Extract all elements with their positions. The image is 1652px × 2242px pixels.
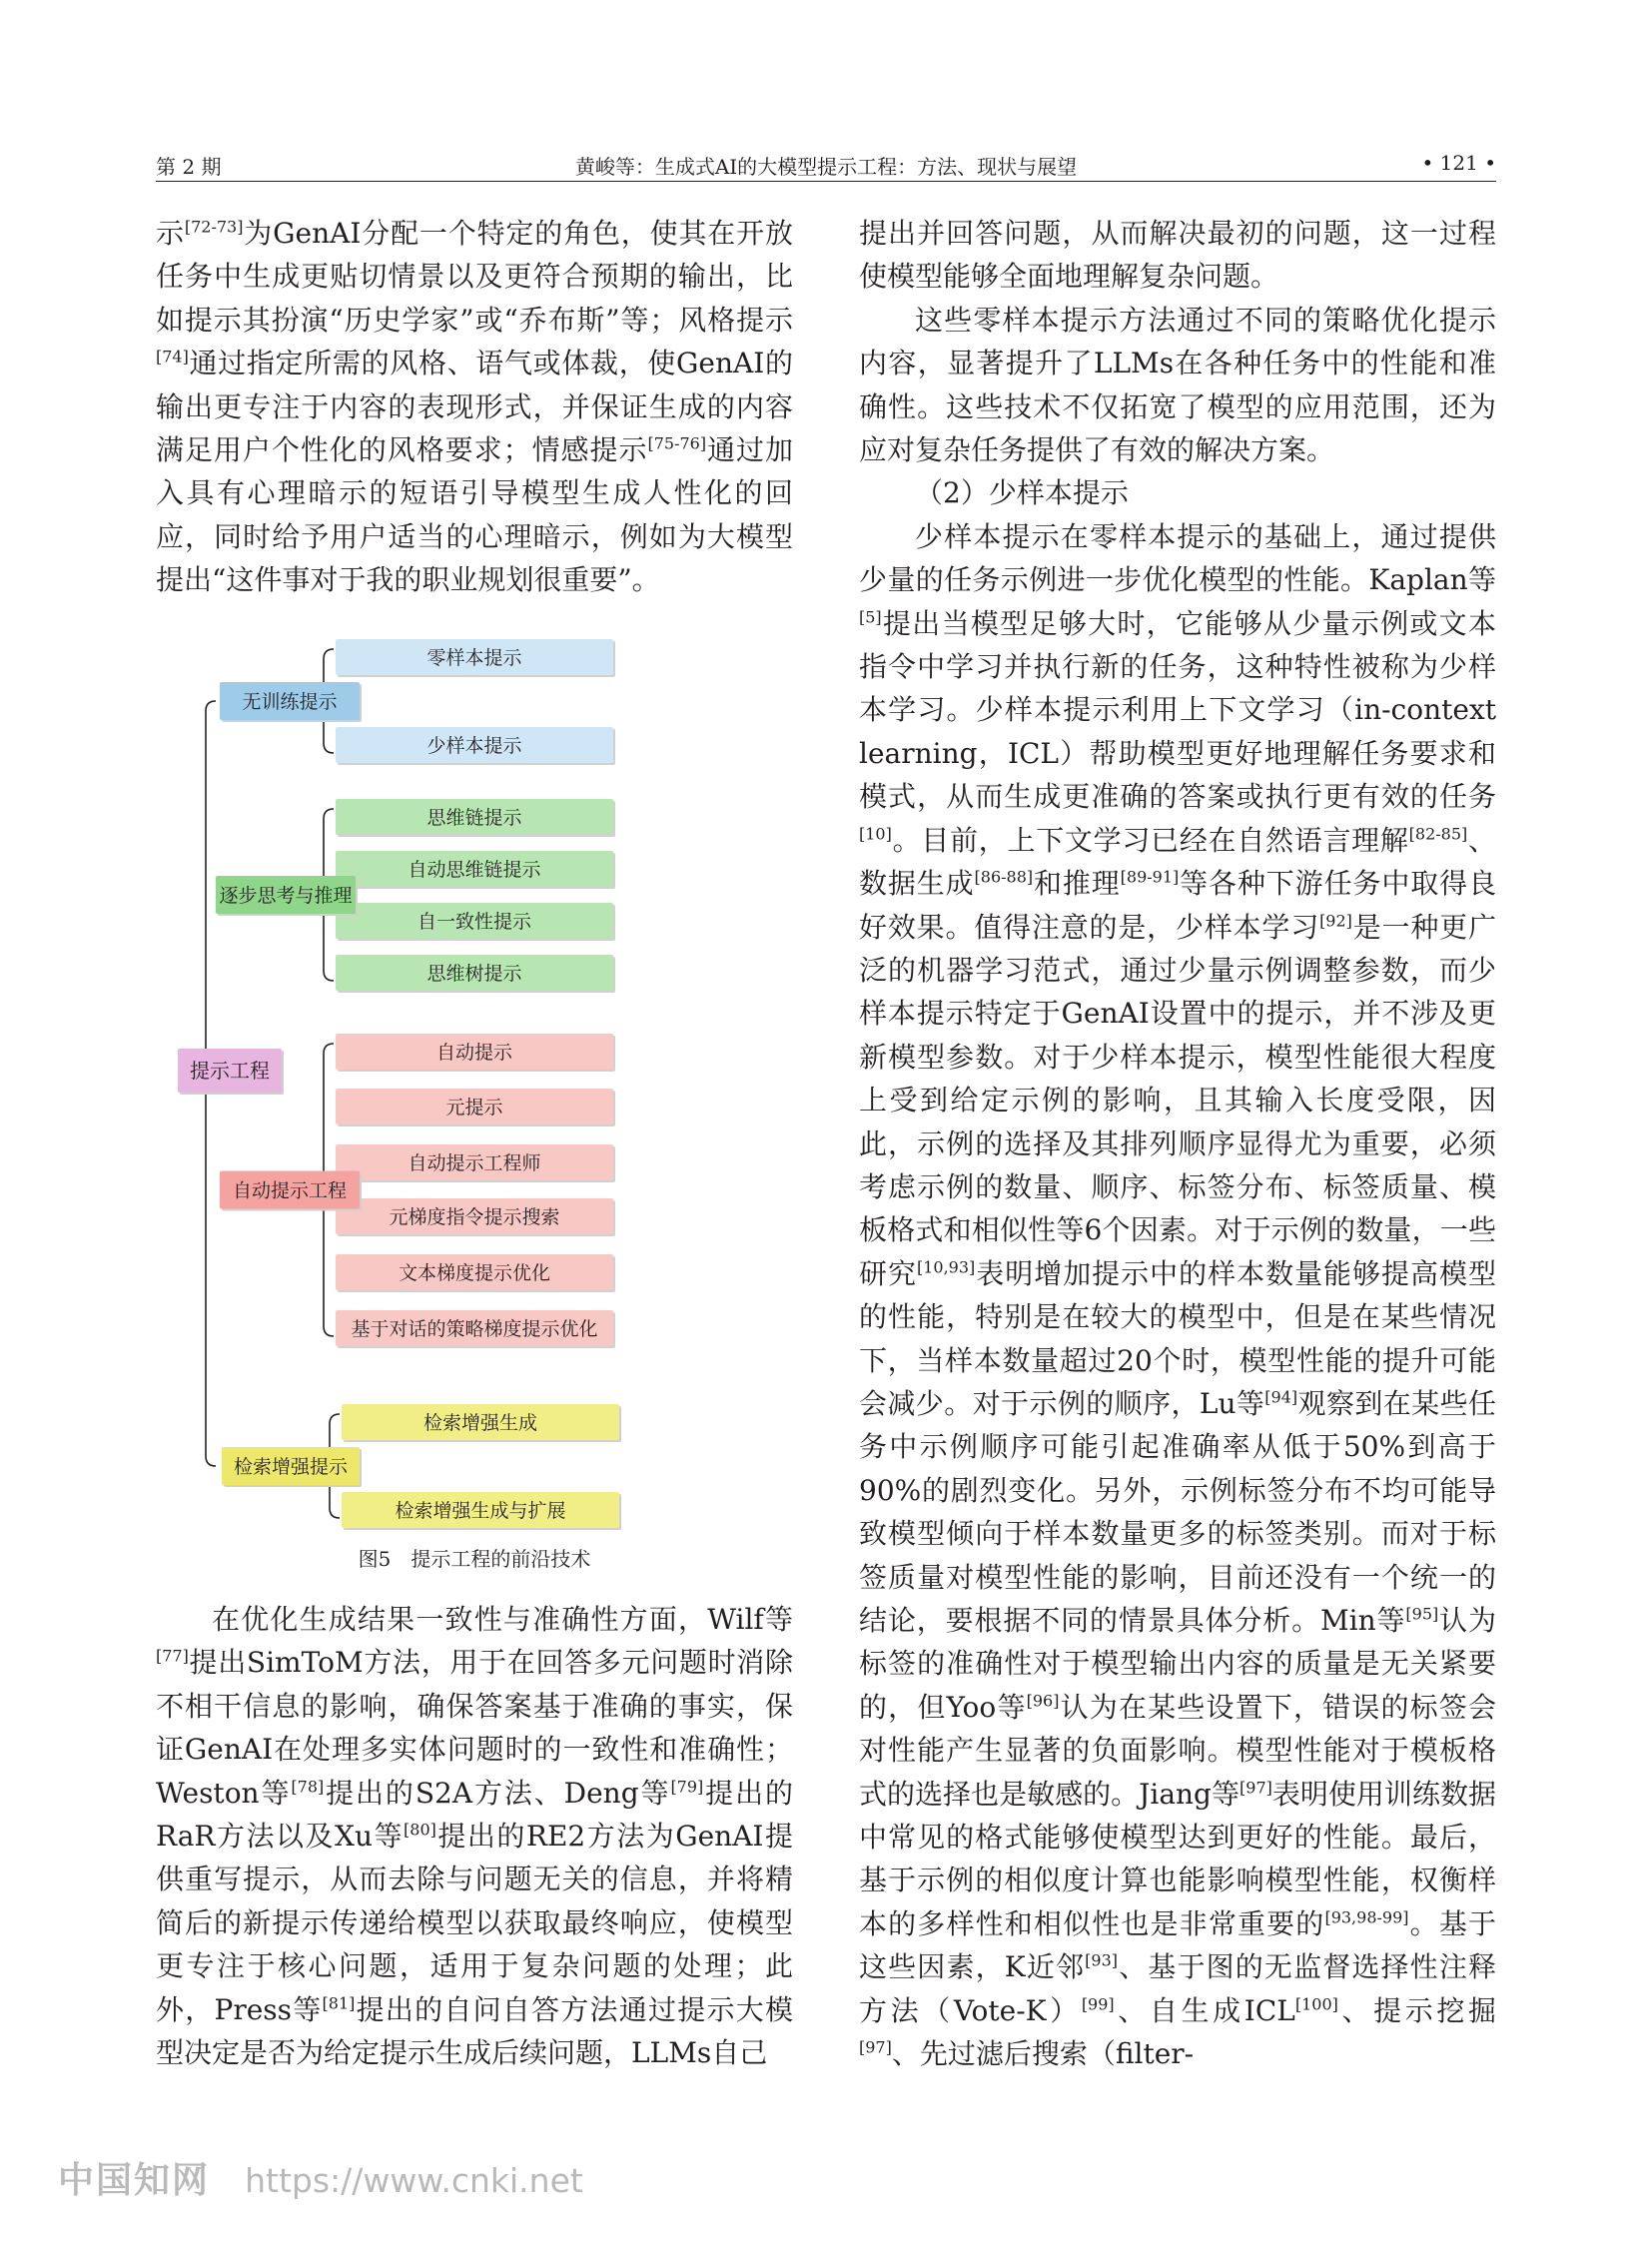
citation: [93,98-99]	[1324, 1907, 1409, 1927]
leaf-node-label: 自动提示工程师	[408, 1152, 541, 1174]
leaf-node-label: 检索增强生成	[422, 1412, 538, 1434]
text-run: 、基于图的无监督选择性注释方法（Vote-K）	[859, 1950, 1496, 2027]
text-run: 提出的自问自答方法通过提示大模型决定是否为给定提示生成后续问题，LLMs自己	[156, 1992, 793, 2070]
citation: [79]	[670, 1777, 704, 1797]
leaf-node-label: 自动提示	[435, 1042, 513, 1064]
text-run: 提出当模型足够大时，它能够从少量示例或文本指令中学习并执行新的任务，这种特性被称为少样本学习。少样本提示利用上下文学习（in-context learning，ICL）帮助模型更好地理解任务要求和模式，从而生成更准确的答案或执行更有效的任务	[859, 606, 1496, 814]
citation: [75-76]	[647, 433, 707, 453]
citation: [96]	[1026, 1691, 1060, 1711]
text-run: 通过加入具有心理暗示的短语引导模型生成人性化的回应，同时给予用户适当的心理暗示，例如为大模型提出“这件事对于我的职业规划很重要”。	[156, 433, 793, 597]
citation: [10]	[859, 824, 892, 844]
text-run: 提出的RE2方法为GenAI提供重写提示，从而去除与问题无关的信息，并将精简后的新提示传递给模型以获取最终响应，使模型更专注于核心问题，适用于复杂问题的处理；此外，Press等	[156, 1820, 794, 2026]
leaf-node-label: 自动思维链提示	[408, 859, 541, 881]
leaf-node-label: 自一致性提示	[416, 911, 532, 933]
citation: [72-73]	[184, 217, 244, 237]
text-run: 表明使用训练数据中常见的格式能够使模型达到更好的性能。最后，基于示例的相似度计算也能影响模型性能，权衡样本的多样性和相似性也是非常重要的	[859, 1777, 1496, 1940]
text-run: （2）少样本提示	[915, 476, 1129, 510]
citation: [81]	[322, 1993, 356, 2013]
citation: [77]	[156, 1647, 189, 1667]
text-run: 等各种下游任务中取得良好效果。值得注意的是，少样本学习	[859, 867, 1496, 944]
left-column-top-text	[156, 212, 793, 602]
group-node-label: 无训练提示	[242, 691, 338, 713]
text-run: 、提示挖掘	[1337, 1993, 1496, 2027]
leaf-node-label: 零样本提示	[426, 647, 522, 669]
leaf-node-label: 少样本提示	[426, 735, 522, 757]
group-node-label: 逐步思考与推理	[219, 885, 353, 907]
citation: [94]	[1264, 1387, 1298, 1407]
text-run: 、自生成ICL	[1114, 1993, 1295, 2027]
text-run: 少样本提示在零样本提示的基础上，通过提供少量的任务示例进一步优化模型的性能。Kaplan等	[859, 519, 1496, 597]
leaf-node-label: 基于对话的策略梯度提示优化	[351, 1318, 598, 1340]
text-run: 观察到在某些任务中示例顺序可能引起准确率从低于50%到高于90%的剧烈变化。另外，示例标签分布不均可能导致模型倾向于样本数量更多的标签类别。而对于标签质量对模型性能的影响，目前还没有一个统一的结论，要根据不同的情景具体分析。Min等	[859, 1386, 1496, 1637]
citation: [89-91]	[1120, 867, 1180, 887]
right-column-text	[859, 212, 1496, 2075]
citation: [10,93]	[916, 1257, 976, 1277]
text-run: 、数据生成	[859, 823, 1496, 901]
citation: [97]	[859, 2037, 892, 2057]
paragraph	[859, 299, 1496, 472]
citation: [92]	[1319, 911, 1352, 931]
citation: [82-85]	[1408, 824, 1468, 844]
left-column-bottom-text	[156, 1598, 793, 2074]
issue-number: 第 2 期	[156, 155, 222, 179]
text-run: 为GenAI分配一个特定的角色，使其在开放任务中生成更贴切情景以及更符合预期的输出，比如提示其扮演“历史学家”或“乔布斯”等；风格提示	[156, 217, 793, 337]
leaf-node-label: 文本梯度提示优化	[398, 1262, 551, 1284]
paragraph	[859, 471, 1496, 514]
text-run: 和推理	[1033, 867, 1121, 901]
cnki-watermark	[58, 2152, 583, 2203]
text-run: 这些零样本提示方法通过不同的策略优化提示内容，显著提升了LLMs在各种任务中的性能和准确性。这些技术不仅拓宽了模型的应用范围，还为应对复杂任务提供了有效的解决方案。	[859, 303, 1496, 467]
cnki-url[interactable]: https://www.cnki.net	[245, 2161, 583, 2200]
text-run: 表明增加提示中的样本数量能够提高模型的性能，特别是在较大的模型中，但是在某些情况下，当样本数量超过20个时，模型性能的提升可能会减少。对于示例的顺序，Lu等	[859, 1256, 1496, 1420]
paragraph	[859, 515, 1496, 2076]
running-header	[156, 151, 1496, 182]
text-run: 提出的S2A方法、Deng等	[324, 1776, 671, 1810]
cnki-brand: 中国知网	[58, 2160, 211, 2201]
citation: [100]	[1294, 1994, 1338, 2014]
text-run: 通过指定所需的风格、语气或体裁，使GenAI的输出更专注于内容的表现形式，并保证生成的内容满足用户个性化的风格要求；情感提示	[156, 347, 793, 467]
text-run: 示	[156, 217, 185, 250]
paragraph	[156, 212, 793, 602]
prompt-engineering-tree	[156, 629, 793, 1543]
text-run: 在优化生成结果一致性与准确性方面，Wilf等	[212, 1603, 793, 1636]
page-number: • 121 •	[1421, 151, 1496, 175]
paragraph	[859, 212, 1496, 299]
citation: [95]	[1405, 1604, 1439, 1624]
leaf-node-label: 思维链提示	[426, 807, 522, 829]
text-run: 提出SimToM方法，用于在回答多元问题时消除不相干信息的影响，确保答案基于准确的事实，保证GenAI在处理多实体问题时的一致性和准确性；Weston等	[156, 1646, 793, 1810]
root-node-label: 提示工程	[190, 1059, 270, 1083]
group-node-label: 检索增强提示	[233, 1456, 349, 1478]
text-run: 提出的RaR方法以及Xu等	[156, 1776, 793, 1854]
citation: [99]	[1081, 1994, 1115, 2014]
text-run: 、先过滤后搜索（filter-	[891, 2037, 1195, 2071]
citation: [93]	[1085, 1950, 1118, 1970]
citation: [5]	[859, 607, 882, 627]
group-node-label: 自动提示工程	[232, 1179, 348, 1202]
text-run: 认为在某些设置下，错误的标签会对性能产生显著的负面影响。模型性能对于模板格式的选择也是敏感的。Jiang等	[859, 1690, 1496, 1811]
figure-5-diagram	[156, 629, 793, 1548]
text-run: 认为标签的准确性对于模型输出内容的质量是无关紧要的，但Yoo等	[859, 1604, 1496, 1724]
citation: [86-88]	[974, 867, 1034, 887]
text-run: 。目前，上下文学习已经在自然语言理解	[891, 823, 1409, 857]
citation: [97]	[1239, 1778, 1272, 1798]
running-title: 黄峻等：生成式AI的大模型提示工程：方法、现状与展望	[574, 155, 1078, 179]
text-run: 提出并回答问题，从而解决最初的问题，这一过程使模型能够全面地理解复杂问题。	[859, 217, 1496, 294]
citation: [74]	[156, 347, 189, 367]
figure-caption: 图5 提示工程的前沿技术	[358, 1547, 591, 1571]
leaf-node-label: 元梯度指令提示搜索	[389, 1206, 560, 1228]
text-run: 是一种更广泛的机器学习范式，通过少量示例调整参数，而少样本提示特定于GenAI设置中的提示，并不涉及更新模型参数。对于少样本提示，模型性能很大程度上受到给定示例的影响，且其输入长度受限，因此，示例的选择及其排列顺序显得尤为重要，必须考虑示例的数量、顺序、标签分布、标签质量、模板格式和相似性等6个因素。对于示例的数量，一些研究	[859, 910, 1496, 1290]
leaf-node-label: 检索增强生成与扩展	[395, 1500, 566, 1522]
text-run: 。基于这些因素，K近邻	[859, 1906, 1496, 1984]
leaf-node-label: 思维树提示	[426, 963, 522, 985]
citation: [78]	[291, 1777, 325, 1797]
citation: [80]	[404, 1820, 436, 1840]
leaf-node-label: 元提示	[445, 1097, 503, 1119]
paragraph	[156, 1598, 793, 2074]
